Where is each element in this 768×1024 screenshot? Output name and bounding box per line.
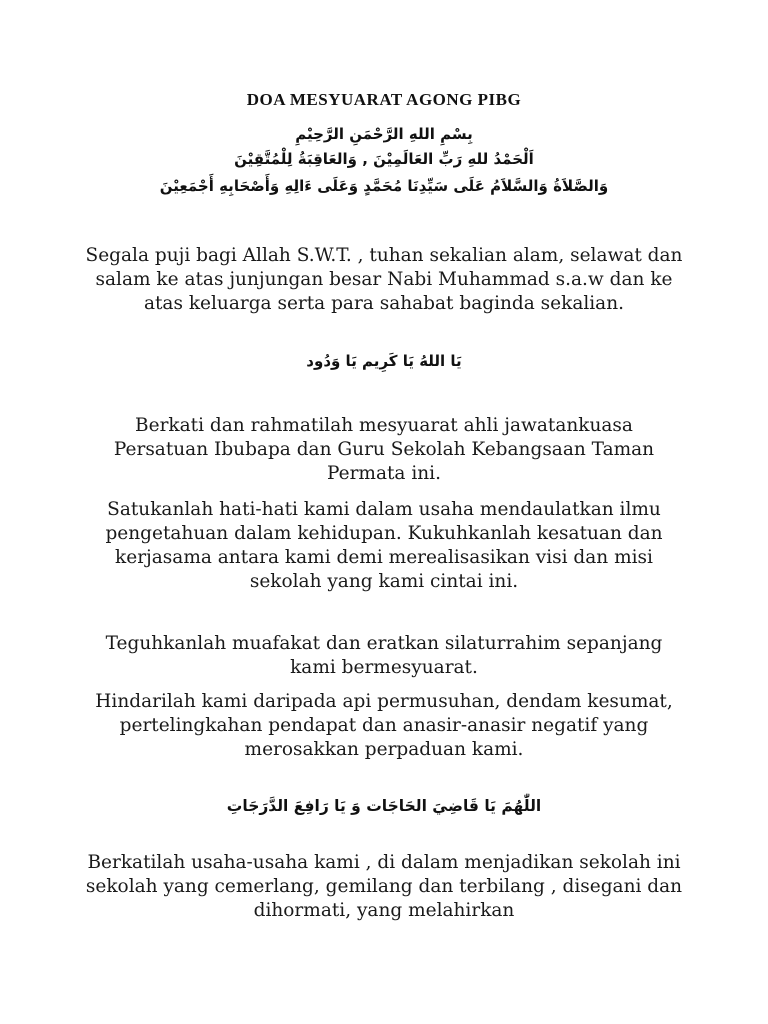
paragraph-unite-hearts: Satukanlah hati-hati kami dalam usaha mendaulatkan ilmu pengetahuan dalam kehidupan. Kukuhkanlah kesatuan dan kerjasama antara kami demi merealisasikan visi dan misi sekolah yang kami cintai ini. xyxy=(105,499,663,592)
paragraph-bless-meeting: Berkati dan rahmatilah mesyuarat ahli jawatankuasa Persatuan Ibubapa dan Guru Sekolah Kebangsaan Taman Permata ini. xyxy=(113,415,655,484)
arabic-invocation-allah: يَا اللهُ يَا كَرِيم يَا وَدُود xyxy=(306,352,462,370)
paragraph-bless-efforts: Berkatilah usaha-usaha kami , di dalam menjadikan sekolah ini sekolah yang cemerlang, gemilang dan terbilang , disegani dan dihormati, yang melahirkan xyxy=(85,852,683,921)
document-title: DOA MESYUARAT AGONG PIBG xyxy=(246,90,522,109)
arabic-hamdalah: اَلْحَمْدُ للهِ رَبِّ العَالَمِيْنَ , وَالعَاقِبَةُ لِلْمُتَّقِيْنَ xyxy=(234,150,534,168)
arabic-basmalah: بِسْمِ اللهِ الرَّحْمَنِ الرَّحِيْمِ xyxy=(295,125,473,143)
paragraph-avoid-hostility: Hindarilah kami daripada api permusuhan, dendam kesumat, pertelingkahan pendapat dan anasir-anasir negatif yang merosakkan perpaduan kami. xyxy=(95,691,673,760)
arabic-invocation-needs: اللّٰهُمَ يَا قَاضِيَ الحَاجَات وَ يَا رَافِعَ الدَّرَجَاتِ xyxy=(226,797,542,815)
arabic-salawat: وَالصَّلاَةُ وَالسَّلاَمُ عَلَى سَيِّدِنَا مُحَمَّدٍ وَعَلَى ءَالِهِ وَأَصْحَابِهِ أَجْمَعِيْنَ xyxy=(159,177,609,195)
paragraph-praise: Segala puji bagi Allah S.W.T. , tuhan sekalian alam, selawat dan salam ke atas junjungan besar Nabi Muhammad s.a.w dan ke atas keluarga serta para sahabat baginda sekalian. xyxy=(85,245,683,314)
paragraph-strengthen-consensus: Teguhkanlah muafakat dan eratkan silaturrahim sepanjang kami bermesyuarat. xyxy=(105,633,663,678)
